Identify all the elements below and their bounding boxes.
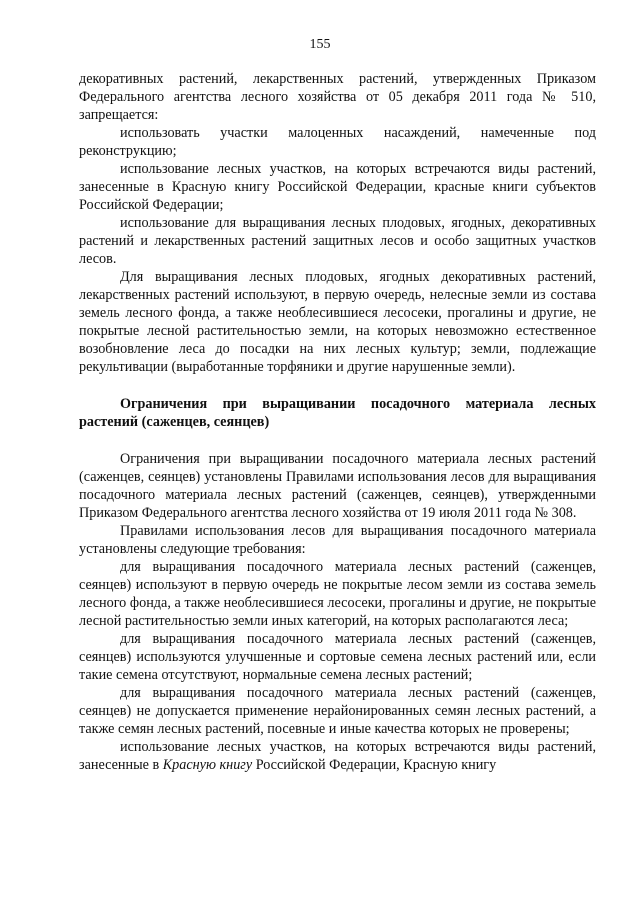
paragraph-11 bbox=[79, 738, 596, 774]
paragraph-7: Правилами использования лесов для выращивания посадочного материала установлены следующие требования: bbox=[79, 523, 596, 557]
page-body bbox=[79, 70, 596, 774]
paragraph-4: использование для выращивания лесных плодовых, ягодных, декоративных растений и лекарственных растений защитных лесов и особо защитных участков лесов. bbox=[79, 215, 596, 267]
paragraph-11-text-b: Российской Федерации, Красную книгу bbox=[252, 757, 497, 773]
paragraph-6: Ограничения при выращивании посадочного материала лесных растений (саженцев, сеянцев) установлены Правилами использования лесов для выращивания посадочного материала лесных растений (саженцев, сеянцев), утвержденными Приказом Федерального агентства лесного хозяйства от 19 июля 2011 года № 308. bbox=[79, 451, 596, 521]
section-heading: Ограничения при выращивании посадочного материала лесных растений (саженцев, сеянцев) bbox=[79, 396, 596, 430]
red-book-link-text: Красную книгу bbox=[162, 757, 253, 773]
paragraph-2: использовать участки малоценных насаждений, намеченные под реконструкцию; bbox=[79, 125, 596, 159]
paragraph-5: Для выращивания лесных плодовых, ягодных декоративных растений, лекарственных растений используют, в первую очередь, нелесные земли из состава земель лесного фонда, а также необлесившиеся лесосеки, прогалины и другие, не покрытые лесной растительностью земли, на которых невозможно естественное возобновление леса до посадки на них лесных культур; земли, подлежащие рекультивации (выработанные торфяники и другие нарушенные земли). bbox=[79, 269, 596, 375]
paragraph-11-text-a: использование лесных участков, на которых встречаются виды растений, занесенные в bbox=[79, 739, 596, 773]
paragraph-1: декоративных растений, лекарственных растений, утвержденных Приказом Федерального агентства лесного хозяйства от 05 декабря 2011 года № 510, запрещается: bbox=[79, 71, 596, 123]
paragraph-9: для выращивания посадочного материала лесных растений (саженцев, сеянцев) используются улучшенные и сортовые семена лесных растений или, если такие семена отсутствуют, нормальные семена лесных растений; bbox=[79, 631, 596, 683]
page-number: 155 bbox=[309, 37, 331, 52]
paragraph-3: использование лесных участков, на которых встречаются виды растений, занесенные в Красную книгу Российской Федерации, красные книги субъектов Российской Федерации; bbox=[79, 161, 596, 213]
paragraph-8: для выращивания посадочного материала лесных растений (саженцев, сеянцев) используют в первую очередь не покрытые лесом земли из состава земель лесного фонда, а также необлесившиеся лесосеки, прогалины и другие, не покрытые лесной растительностью земли иных категорий, на которых располагаются леса; bbox=[79, 559, 596, 629]
paragraph-10: для выращивания посадочного материала лесных растений (саженцев, сеянцев) не допускается применение нерайонированных семян лесных растений, а также семян лесных растений, посевные и иные качества которых не проверены; bbox=[79, 685, 596, 737]
